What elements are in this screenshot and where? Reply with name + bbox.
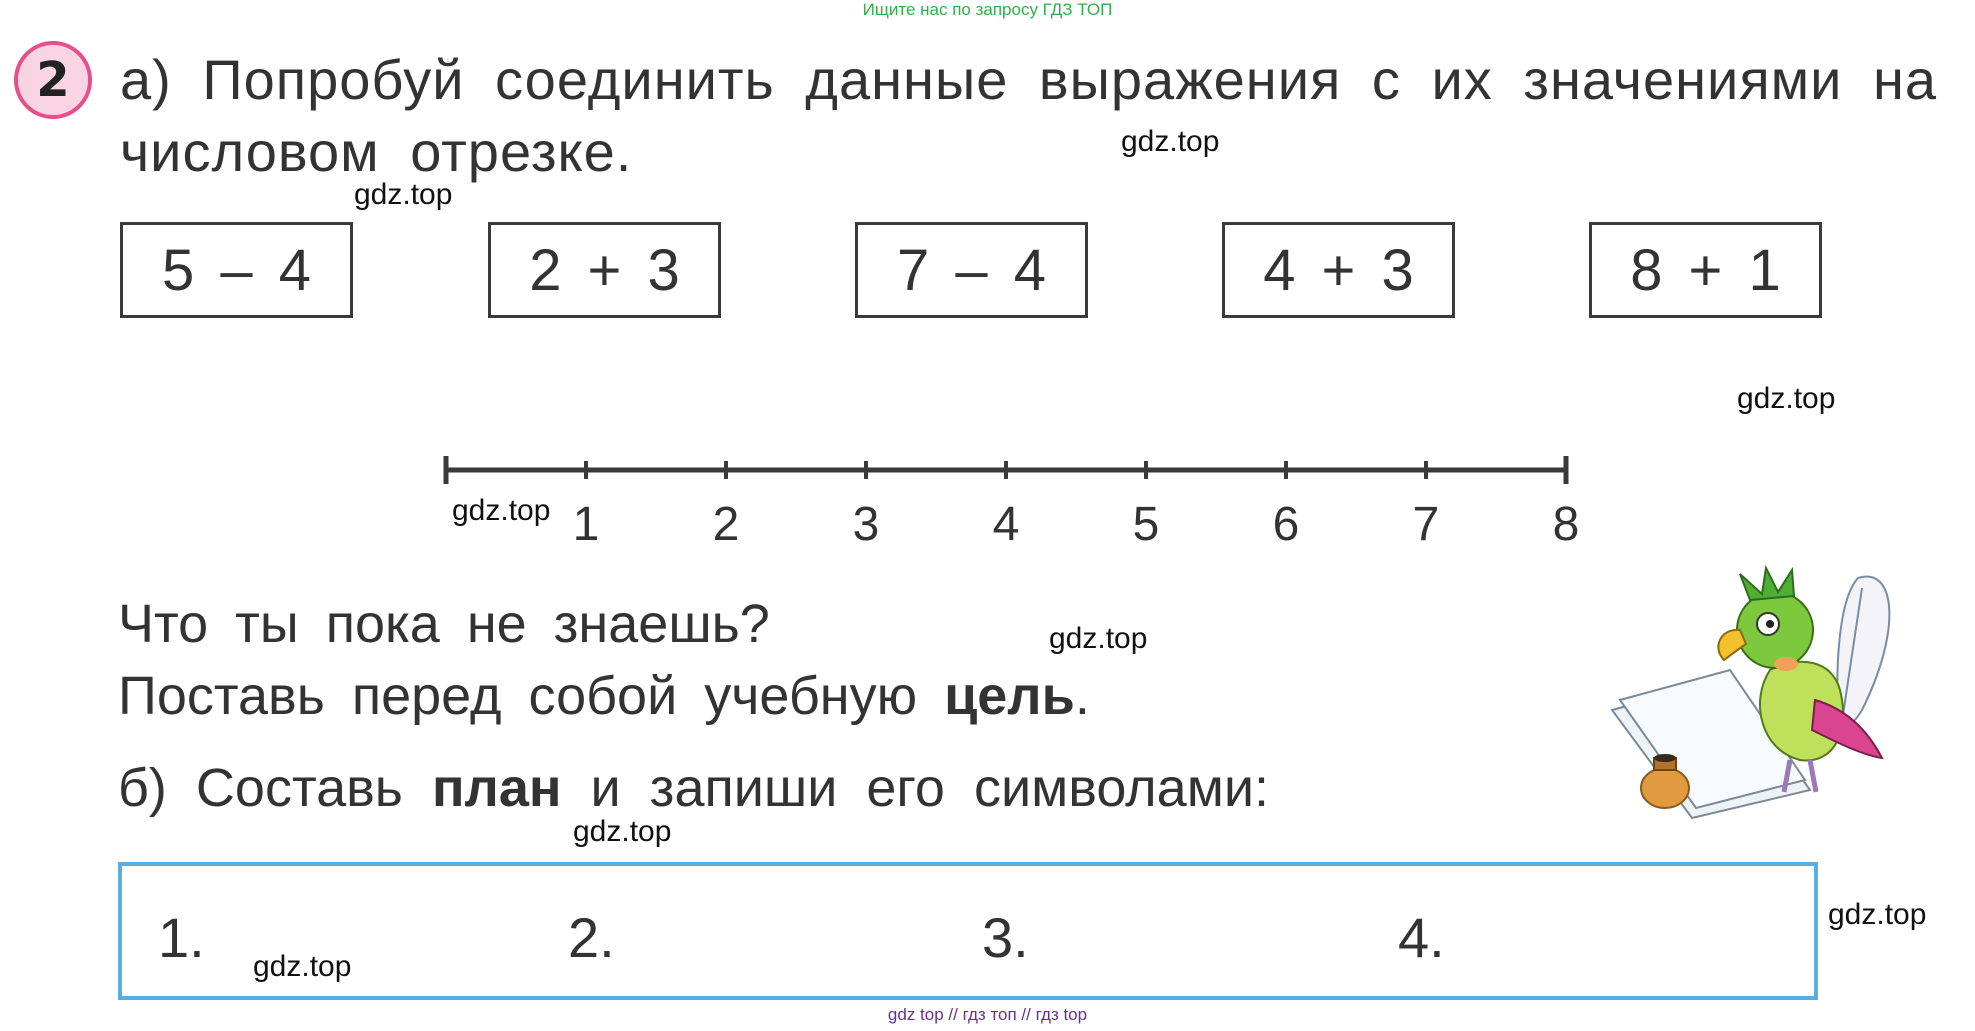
question-line-2-text: Поставь перед собой учебную	[118, 666, 945, 726]
watermark: gdz.top	[1737, 382, 1836, 415]
question-line-2-period: .	[1074, 666, 1090, 726]
expression-box: 5 – 4	[120, 222, 353, 318]
number-line-label: 4	[992, 498, 1020, 550]
watermark: gdz.top	[253, 950, 352, 983]
number-line	[430, 440, 1590, 550]
number-line-label: 6	[1272, 498, 1300, 550]
plan-step-number: 2.	[568, 906, 615, 969]
question-block	[118, 588, 1518, 732]
quill-icon	[1837, 577, 1889, 735]
top-banner: Ищите нас по запросу ГДЗ ТОП	[862, 0, 1113, 19]
watermark: gdz.top	[1049, 622, 1148, 655]
watermark: gdz.top	[1828, 898, 1927, 931]
expression-box: 4 + 3	[1222, 222, 1455, 318]
goal-word: цель	[944, 666, 1075, 726]
question-line-2	[118, 660, 1518, 732]
number-line-label: 3	[852, 498, 880, 550]
task-heading-a: а) Попробуй соединить данные выражения с их значениями на числовом отрезке.	[120, 48, 1938, 183]
plan-word: план	[431, 758, 562, 818]
expression-box: 7 – 4	[855, 222, 1088, 318]
watermark: gdz.top	[1121, 125, 1220, 158]
watermark: gdz.top	[452, 494, 551, 527]
watermark: gdz.top	[354, 178, 453, 211]
number-line-label: 8	[1552, 498, 1580, 550]
expression-box: 2 + 3	[488, 222, 721, 318]
task-heading-b	[118, 752, 1518, 824]
number-line-label: 7	[1412, 498, 1440, 550]
plan-step-number: 3.	[982, 906, 1029, 969]
question-line-1: Что ты пока не знаешь?	[118, 594, 770, 654]
plan-answer-box[interactable]	[118, 862, 1818, 1000]
footer-watermark: gdz top // гдз топ // гдз top	[887, 1005, 1088, 1024]
plan-step-number: 4.	[1398, 906, 1445, 969]
task-number-badge: 2	[14, 41, 92, 119]
expression-box: 8 + 1	[1589, 222, 1822, 318]
watermark: gdz.top	[573, 815, 672, 848]
number-line-label: 2	[712, 498, 740, 550]
task-b-suffix: и запиши его символами:	[561, 758, 1269, 818]
number-line-label: 5	[1132, 498, 1160, 550]
task-b-prefix: б) Составь	[118, 758, 432, 818]
plan-step-number: 1.	[158, 906, 205, 969]
parrot-illustration	[1600, 560, 1920, 820]
number-line-label: 1	[572, 498, 600, 550]
